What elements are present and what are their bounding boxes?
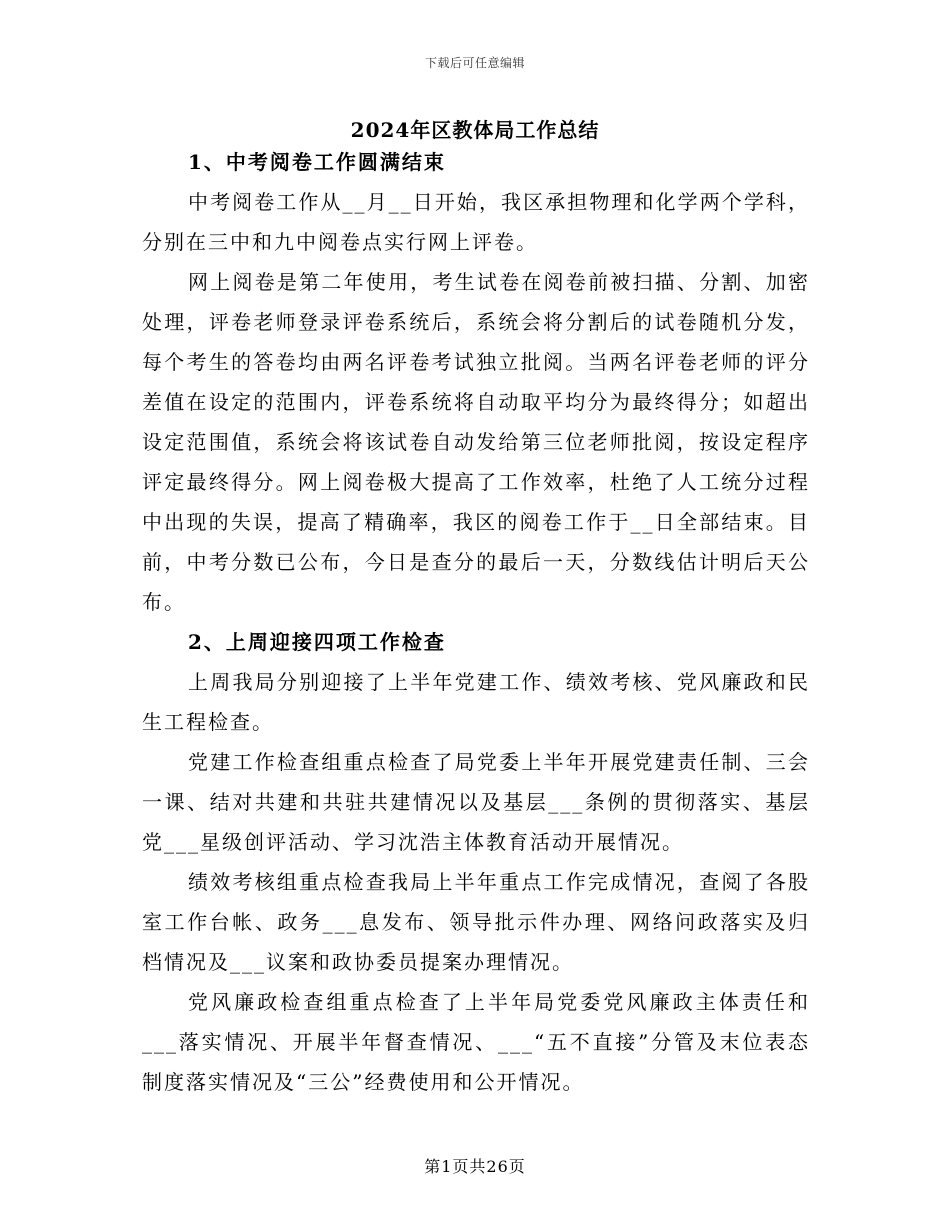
paragraph: 网上阅卷是第二年使用，考生试卷在阅卷前被扫描、分割、加密处理，评卷老师登录评卷系统后，系统会将分割后的试卷随机分发，每个考生的答卷均由两名评卷考试独立批阅。当两名评卷老师的评分差值在设定的范围内，评卷系统将自动取平均分为最终得分；如超出设定范围值，系统会将该试卷自动发给第三位老师批阅，按设定程序评定最终得分。网上阅卷极大提高了工作效率，杜绝了人工统分过程中出现的失误，提高了精确率，我区的阅卷工作于__日全部结束。目前，中考分数已公布，今日是查分的最后一天，分数线估计明后天公布。 <box>142 270 810 614</box>
paragraph: 上周我局分别迎接了上半年党建工作、绩效考核、党风廉政和民生工程检查。 <box>142 670 810 734</box>
document-body <box>142 142 810 1102</box>
paragraph: 党建工作检查组重点检查了局党委上半年开展党建责任制、三会一课、结对共建和共驻共建情况以及基层___条例的贯彻落实、基层党___星级创评活动、学习沈浩主体教育活动开展情况。 <box>142 750 810 854</box>
header-note: 下载后可任意编辑 <box>424 56 525 70</box>
section-heading-2: 2、上周迎接四项工作检查 <box>188 630 446 654</box>
paragraph: 中考阅卷工作从__月__日开始，我区承担物理和化学两个学科，分别在三中和九中阅卷点实行网上评卷。 <box>142 190 810 254</box>
document-title: 2024年区教体局工作总结 <box>350 118 600 142</box>
page-number-footer: 第1页共26页 <box>424 1157 526 1176</box>
paragraph: 绩效考核组重点检查我局上半年重点工作完成情况，查阅了各股室工作台帐、政务___息发布、领导批示件办理、网络问政落实及归档情况及___议案和政协委员提案办理情况。 <box>142 870 810 974</box>
section-heading-1: 1、中考阅卷工作圆满结束 <box>188 150 446 174</box>
paragraph: 党风廉政检查组重点检查了上半年局党委党风廉政主体责任和___落实情况、开展半年督查情况、___“五不直接”分管及末位表态制度落实情况及“三公”经费使用和公开情况。 <box>142 990 810 1094</box>
